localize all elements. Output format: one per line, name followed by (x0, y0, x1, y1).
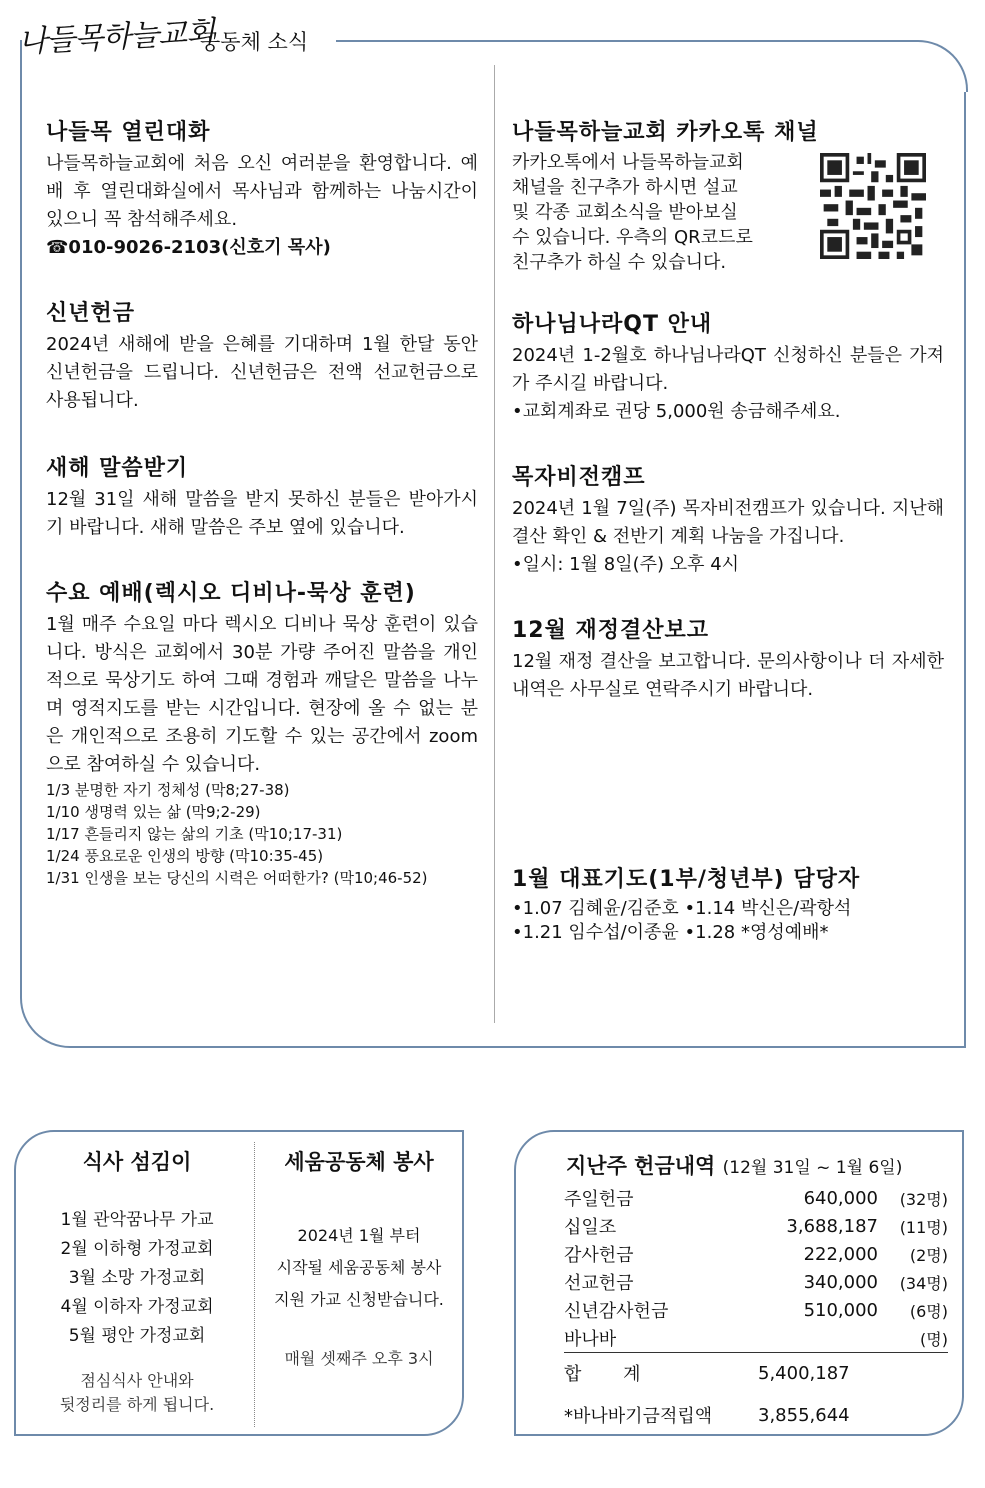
section-title: 수요 예배(렉시오 디비나-묵상 훈련) (46, 581, 416, 606)
meal-note: 점심식사 안내와 (80, 1371, 194, 1390)
total-row (564, 1353, 948, 1394)
meal-column (22, 1146, 252, 1417)
table-row (564, 1268, 948, 1296)
donation-name: 주일헌금 (564, 1189, 634, 1210)
section-wednesday-service (46, 576, 478, 889)
donation-name: 십일조 (564, 1217, 617, 1238)
donation-box (514, 1130, 964, 1436)
schedule-item: 1/24 풍요로운 인생의 방향 (막10:35-45) (46, 847, 324, 865)
section-open-talk (46, 115, 478, 262)
section-body: 12월 재정 결산을 보고합니다. 문의사항이나 더 자세한 내역은 사무실로 연락주시기 바랍니다. (512, 651, 944, 700)
section-body: 나들목하늘교회에 처음 오신 여러분을 환영합니다. 예배 후 열린대화실에서 목사님과 함께하는 나눔시간이 있으니 꼭 참석해주세요. (46, 153, 478, 230)
section-line: 친구추가 하실 수 있습니다. (512, 252, 727, 273)
schedule-item: 1/10 생명력 있는 삶 (막9;2-29) (46, 803, 261, 821)
section-line: 수 있습니다. 우측의 QR코드로 (512, 227, 753, 248)
meal-item: 2월 이하형 가정교회 (60, 1239, 214, 1259)
service-line: 시작될 세움공동체 봉사 (276, 1258, 442, 1277)
prayer-line: •1.21 임수섭/이종윤 •1.28 *영성예배* (512, 922, 829, 943)
meal-item: 4월 이하자 가정교회 (60, 1297, 214, 1317)
fund-amount: 3,855,644 (758, 1404, 850, 1426)
schedule-item: 1/31 인생을 보는 당신의 시력은 어떠한가? (막10;46-52) (46, 869, 428, 887)
section-title: 나들목 열린대화 (46, 120, 211, 145)
donation-table (564, 1184, 948, 1437)
section-title: 12월 재정결산보고 (512, 618, 710, 643)
section-vision-camp (512, 460, 944, 579)
contact-phone: ☎010-9026-2103(신호기 목사) (46, 237, 331, 258)
meal-item: 3월 소망 가정교회 (68, 1268, 206, 1288)
donation-count: (32명) (899, 1189, 948, 1209)
page-title: 공동체 소식 (200, 30, 309, 54)
meal-service-box (14, 1130, 464, 1436)
section-title: 신년헌금 (46, 301, 136, 326)
total-label: 합 계 (564, 1353, 758, 1394)
section-title: 1월 대표기도(1부/청년부) 담당자 (512, 867, 861, 892)
total-amount: 5,400,187 (758, 1353, 878, 1394)
meal-note: 뒷정리를 하게 됩니다. (59, 1395, 215, 1414)
section-body: 2024년 1-2월호 하나님나라QT 신청하신 분들은 가져가 주시길 바랍니다. (512, 345, 944, 394)
section-new-year-word (46, 451, 478, 542)
service-line: 2024년 1월 부터 (297, 1226, 421, 1245)
donation-title-text: 지난주 헌금내역 (566, 1154, 716, 1178)
donation-amount (758, 1324, 878, 1353)
donation-amount: 3,688,187 (786, 1215, 878, 1237)
fund-label: *바나바기금적립액 (564, 1406, 713, 1427)
schedule-item: 1/17 흔들리지 않는 삶의 기초 (막10;17-31) (46, 825, 343, 843)
prayer-line: •1.07 김혜윤/김준호 •1.14 박신은/곽항석 (512, 898, 852, 919)
donation-name: 바나바 (564, 1329, 617, 1350)
column-divider (494, 65, 495, 1023)
donation-count: (11명) (899, 1217, 948, 1237)
donation-name: 선교헌금 (564, 1273, 634, 1294)
table-row (564, 1212, 948, 1240)
donation-count: (6명) (909, 1301, 948, 1321)
section-title: 하나님나라QT 안내 (512, 312, 713, 337)
donation-name: 감사헌금 (564, 1245, 634, 1266)
donation-count: (34명) (899, 1273, 948, 1293)
left-column (46, 115, 478, 889)
donation-count: (명) (920, 1329, 948, 1349)
service-column (244, 1146, 474, 1373)
table-row (564, 1184, 948, 1212)
section-line: 채널을 친구추가 하시면 설교 (512, 177, 738, 198)
section-body: 2024년 1월 7일(주) 목자비전캠프가 있습니다. 지난해 결산 확인 & 전반기 계획 나눔을 가집니다. (512, 498, 944, 547)
donation-amount: 510,000 (803, 1299, 878, 1321)
section-new-year-offering (46, 296, 478, 415)
section-finance-report (512, 613, 944, 704)
donation-amount: 222,000 (803, 1243, 878, 1265)
meal-item: 5월 평안 가정교회 (68, 1326, 206, 1346)
service-note: 매월 셋째주 오후 3시 (284, 1349, 434, 1368)
table-row (564, 1240, 948, 1268)
section-body: 2024년 새해에 받을 은혜를 기대하며 1월 한달 동안 신년헌금을 드립니다. 신년헌금은 전액 선교헌금으로 사용됩니다. (46, 334, 478, 411)
schedule-item: 1/3 분명한 자기 정체성 (막8;27-38) (46, 781, 290, 799)
meal-title: 식사 섬김이 (82, 1150, 192, 1174)
service-line: 지원 가교 신청받습니다. (274, 1290, 444, 1309)
section-body: 1월 매주 수요일 마다 렉시오 디비나 묵상 훈련이 있습니다. 방식은 교회에서 30분 가량 주어진 말씀을 개인적으로 묵상기도 하여 그때 경험과 깨달은 말씀을 나누며 영적지도를 받는 시간입니다. 현장에 올 수 없는 분은 개인적으로 조용히 기도할 수 있는 공간에서 zoom으로 참여하실 수 있습니다. (46, 614, 478, 775)
donation-amount: 640,000 (803, 1187, 878, 1209)
donation-name: 신년감사헌금 (564, 1301, 669, 1322)
section-note: •일시: 1월 8일(주) 오후 4시 (512, 554, 740, 575)
donation-count: (2명) (909, 1245, 948, 1265)
section-title: 목자비전캠프 (512, 465, 646, 490)
fund-row (564, 1393, 948, 1437)
table-row (564, 1324, 948, 1353)
fund-count-empty (878, 1393, 948, 1437)
church-logo: 나들목하늘교회 (17, 14, 215, 61)
meal-item: 1월 관악꿈나무 가교 (60, 1210, 214, 1230)
donation-period: (12월 31일 ~ 1월 6일) (722, 1158, 903, 1178)
section-note: •교회계좌로 권당 5,000원 송금해주세요. (512, 401, 841, 422)
section-qt (512, 307, 944, 426)
section-line: 및 각종 교회소식을 받아보실 (512, 202, 738, 223)
total-count-empty (878, 1353, 948, 1394)
service-title: 세움공동체 봉사 (284, 1150, 434, 1174)
section-title: 나들목하늘교회 카카오톡 채널 (512, 120, 819, 145)
section-prayer-leaders (512, 862, 944, 945)
qr-code-icon[interactable] (820, 152, 926, 260)
donation-amount: 340,000 (803, 1271, 878, 1293)
section-body: 12월 31일 새해 말씀을 받지 못하신 분들은 받아가시기 바랍니다. 새해 말씀은 주보 옆에 있습니다. (46, 489, 478, 538)
frame-top-line (336, 40, 918, 42)
table-row (564, 1296, 948, 1324)
section-line: 카카오톡에서 나들목하늘교회 (512, 152, 744, 173)
donation-title (566, 1150, 902, 1180)
section-title: 새해 말씀받기 (46, 456, 189, 481)
